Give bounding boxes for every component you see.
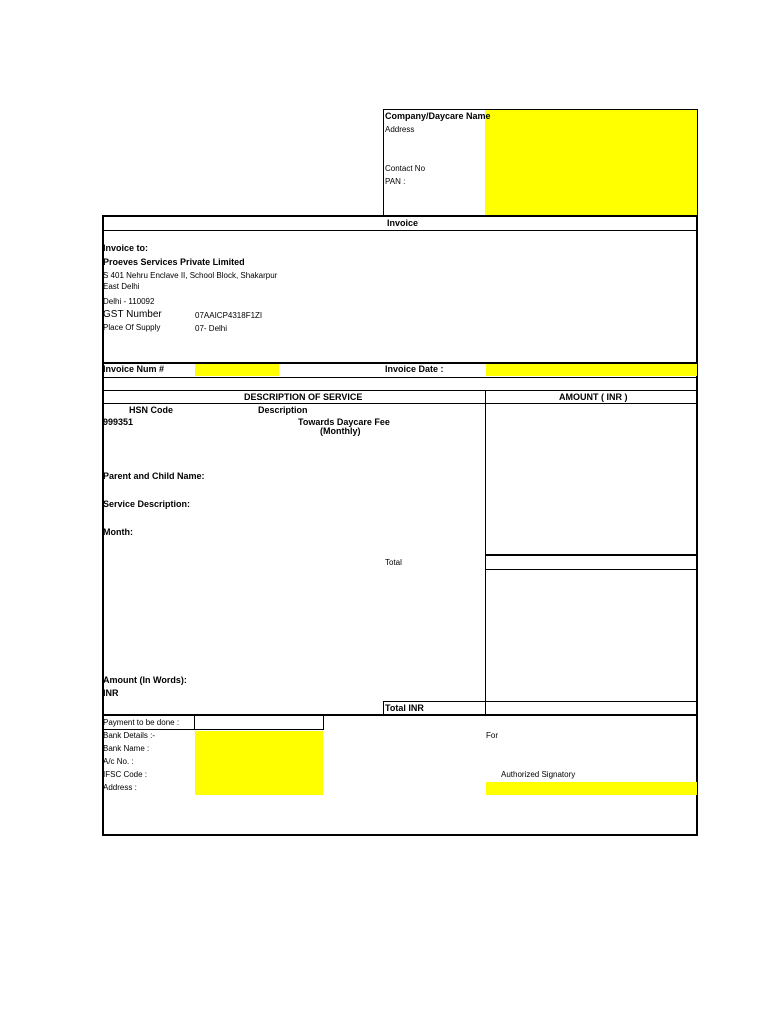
company-name-label: Company/Daycare Name (385, 111, 491, 121)
invoice-num-bottom-line (103, 377, 697, 378)
bill-to-address-1: S 401 Nehru Enclave II, School Block, Shakarpur (103, 271, 278, 280)
bank-name-label: Bank Name : (103, 744, 150, 753)
place-of-supply-value: 07- Delhi (195, 324, 228, 333)
payment-cell-divider (194, 716, 195, 730)
bill-to-address-2: East Delhi (103, 282, 140, 291)
bank-address-label: Address : (103, 783, 137, 792)
desc-header: DESCRIPTION OF SERVICE (244, 392, 363, 402)
company-address-label: Address (385, 125, 415, 134)
invoice-num-field[interactable] (195, 364, 279, 376)
description-label: Description (258, 405, 308, 415)
payment-label: Payment to be done : (103, 718, 180, 727)
ifsc-code-label: IFSC Code : (103, 770, 148, 779)
total-top-line (486, 554, 697, 556)
total-inr-label: Total INR (385, 703, 424, 713)
invoice-num-label: Invoice Num # (103, 364, 165, 374)
hsn-code-label: HSN Code (129, 405, 174, 415)
signatory-field[interactable] (486, 782, 697, 795)
invoice-frame (102, 215, 698, 836)
payment-cell-right (323, 716, 324, 730)
place-of-supply-label: Place Of Supply (103, 323, 161, 332)
authorized-signatory-label: Authorized Signatory (501, 770, 576, 779)
bill-to-name: Proeves Services Private Limited (103, 257, 245, 267)
service-line-2: (Monthly) (320, 426, 361, 436)
gst-value: 07AAICP4318F1ZI (195, 311, 263, 320)
total-label: Total (385, 558, 402, 567)
ac-no-label: A/c No. : (103, 757, 134, 766)
for-label: For (486, 731, 498, 740)
month-label: Month: (103, 527, 133, 537)
company-contact-label: Contact No (385, 164, 426, 173)
invoice-date-field[interactable] (486, 364, 697, 376)
amount-header: AMOUNT ( INR ) (559, 392, 628, 402)
hsn-code-value: 999351 (103, 417, 134, 427)
total-inr-left (383, 701, 384, 715)
bill-to-address-3: Delhi - 110092 (103, 297, 155, 306)
company-highlight (485, 110, 697, 215)
gst-label: GST Number (103, 309, 162, 320)
total-bottom-line (486, 569, 697, 570)
amount-in-words-label: Amount (In Words): (103, 675, 187, 685)
service-line-1: Towards Daycare Fee (298, 417, 390, 427)
service-description-label: Service Description: (103, 499, 191, 509)
bill-to-heading: Invoice to: (103, 243, 149, 253)
bank-details-field[interactable] (195, 731, 323, 795)
total-inr-top (383, 701, 697, 702)
table-header-bottom (103, 403, 697, 404)
amount-column-divider (485, 390, 486, 715)
parent-child-label: Parent and Child Name: (103, 471, 205, 481)
table-header-top (103, 390, 697, 391)
inr-label: INR (103, 688, 119, 698)
bank-details-label: Bank Details :- (103, 731, 156, 740)
invoice-title: Invoice (387, 218, 419, 228)
title-divider (103, 230, 697, 231)
company-pan-label: PAN : (385, 177, 406, 186)
invoice-date-label: Invoice Date : (385, 364, 444, 374)
